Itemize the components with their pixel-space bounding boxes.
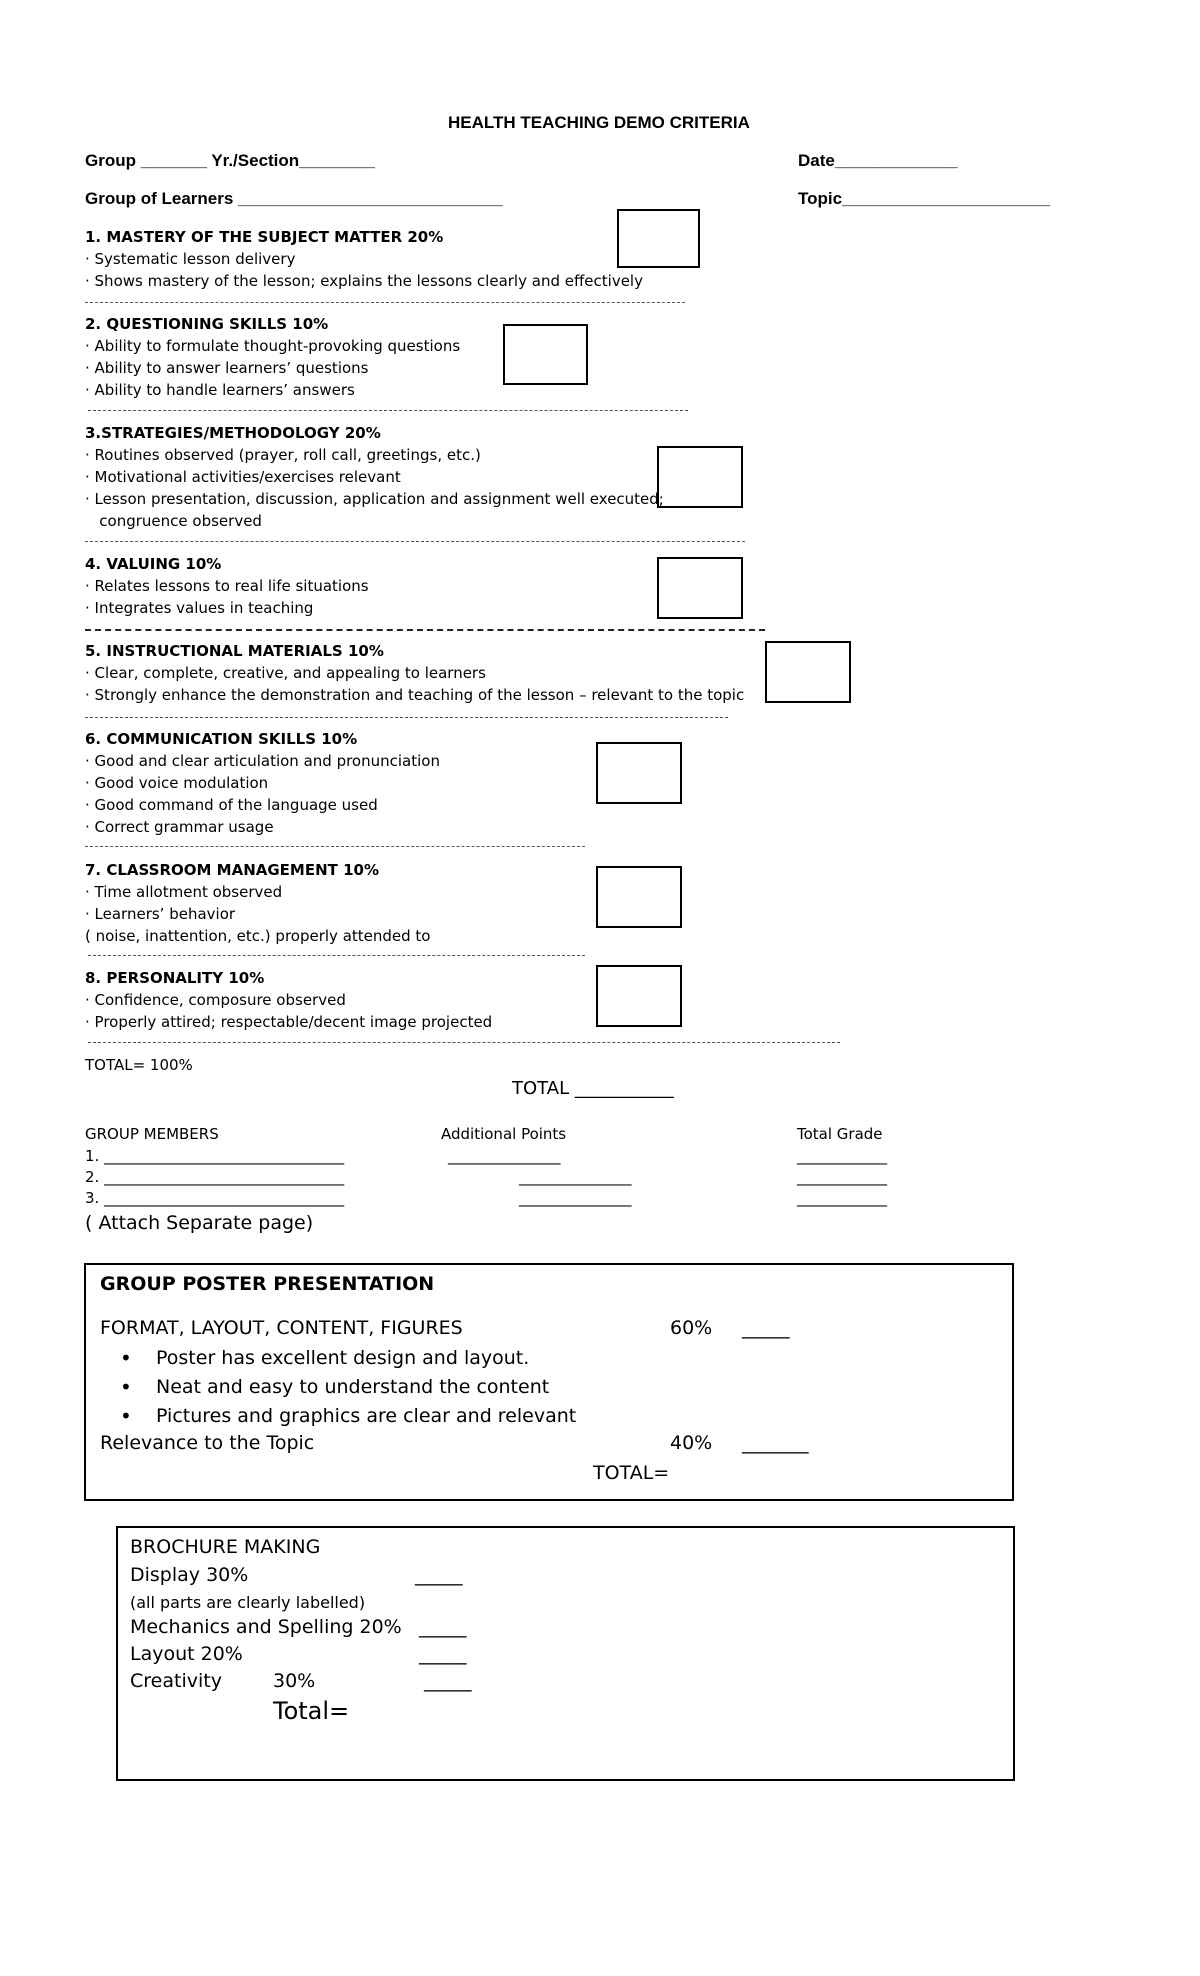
- score-box-1[interactable]: [617, 209, 700, 268]
- score-box-3[interactable]: [657, 446, 743, 508]
- brochure-title: BROCHURE MAKING: [130, 1536, 321, 1558]
- page-title: HEALTH TEACHING DEMO CRITERIA: [448, 113, 750, 132]
- members-header: GROUP MEMBERS: [85, 1125, 219, 1143]
- poster-relevance-label: Relevance to the Topic: [100, 1432, 315, 1454]
- divider: [88, 1042, 840, 1043]
- score-box-7[interactable]: [596, 866, 682, 928]
- member-name-field[interactable]: 1. ________________________________: [85, 1147, 345, 1165]
- score-box-8[interactable]: [596, 965, 682, 1027]
- poster-total[interactable]: TOTAL=: [593, 1462, 670, 1484]
- poster-format-pct: 60%: [670, 1317, 713, 1339]
- criterion-item: · Motivational activities/exercises relevant: [85, 468, 401, 486]
- criterion-item: · Good command of the language used: [85, 796, 378, 814]
- criterion-7: [85, 859, 430, 947]
- criterion-8: [85, 967, 492, 1033]
- brochure-section: [116, 1526, 1015, 1781]
- criterion-3: [85, 422, 664, 532]
- poster-bullet: • Neat and easy to understand the content: [86, 1373, 576, 1402]
- criterion-1: [85, 226, 643, 292]
- brochure-creativity-score[interactable]: _____: [424, 1670, 472, 1692]
- brochure-display: Display 30%: [130, 1564, 249, 1586]
- criterion-item: · Ability to answer learners’ questions: [85, 359, 369, 377]
- score-box-6[interactable]: [596, 742, 682, 804]
- brochure-display-note: (all parts are clearly labelled): [130, 1593, 366, 1612]
- criterion-item: · Ability to formulate thought-provoking questions: [85, 337, 461, 355]
- criterion-heading: 3.STRATEGIES/METHODOLOGY 20%: [85, 424, 381, 442]
- score-box-5[interactable]: [765, 641, 851, 703]
- divider: [88, 955, 585, 956]
- member-points-field[interactable]: _______________: [519, 1189, 632, 1207]
- points-header: Additional Points: [441, 1125, 567, 1143]
- criterion-item: · Ability to handle learners’ answers: [85, 381, 355, 399]
- learners-field[interactable]: Group of Learners ____________________________: [85, 189, 503, 208]
- brochure-mechanics-score[interactable]: _____: [419, 1616, 467, 1638]
- criterion-item: · Relates lessons to real life situations: [85, 577, 369, 595]
- poster-bullet: • Poster has excellent design and layout.: [86, 1344, 576, 1373]
- total-percent: TOTAL= 100%: [85, 1056, 193, 1074]
- criterion-heading: 6. COMMUNICATION SKILLS 10%: [85, 730, 358, 748]
- criterion-4: [85, 553, 369, 619]
- criterion-item: · Routines observed (prayer, roll call, greetings, etc.): [85, 446, 481, 464]
- criterion-heading: 8. PERSONALITY 10%: [85, 969, 265, 987]
- criterion-5: [85, 640, 744, 706]
- member-points-field[interactable]: _______________: [519, 1168, 632, 1186]
- member-grade-field[interactable]: ____________: [797, 1189, 887, 1207]
- brochure-mechanics: Mechanics and Spelling 20%: [130, 1616, 402, 1638]
- poster-criteria-list: [86, 1344, 576, 1431]
- score-box-4[interactable]: [657, 557, 743, 619]
- criterion-item: congruence observed: [85, 512, 262, 530]
- member-name-field[interactable]: 2. ________________________________: [85, 1168, 345, 1186]
- brochure-creativity-pct: 30%: [273, 1670, 316, 1692]
- divider: [85, 846, 585, 847]
- poster-format-label: FORMAT, LAYOUT, CONTENT, FIGURES: [100, 1317, 463, 1339]
- brochure-display-score[interactable]: _____: [415, 1564, 463, 1586]
- criterion-item: · Confidence, composure observed: [85, 991, 346, 1009]
- criterion-item: · Good and clear articulation and pronunciation: [85, 752, 440, 770]
- member-grade-field[interactable]: ____________: [797, 1168, 887, 1186]
- brochure-creativity: Creativity: [130, 1670, 222, 1692]
- criterion-item: · Correct grammar usage: [85, 818, 274, 836]
- divider: [85, 717, 728, 718]
- member-name-field[interactable]: 3. ________________________________: [85, 1189, 345, 1207]
- criterion-item: · Lesson presentation, discussion, application and assignment well executed;: [85, 490, 664, 508]
- criterion-item: · Integrates values in teaching: [85, 599, 314, 617]
- criterion-item: · Strongly enhance the demonstration and teaching of the lesson – relevant to the topic: [85, 686, 745, 704]
- criterion-2: [85, 313, 460, 401]
- divider: [85, 302, 685, 303]
- criterion-item: · Good voice modulation: [85, 774, 269, 792]
- attach-note: ( Attach Separate page): [85, 1212, 314, 1234]
- criterion-item: · Systematic lesson delivery: [85, 250, 296, 268]
- brochure-layout: Layout 20%: [130, 1643, 243, 1665]
- grade-header: Total Grade: [797, 1125, 883, 1143]
- poster-relevance-pct: 40%: [670, 1432, 713, 1454]
- brochure-total[interactable]: Total=: [273, 1697, 350, 1725]
- criterion-heading: 5. INSTRUCTIONAL MATERIALS 10%: [85, 642, 384, 660]
- score-box-2[interactable]: [503, 324, 588, 385]
- divider: [85, 541, 745, 542]
- criterion-heading: 2. QUESTIONING SKILLS 10%: [85, 315, 329, 333]
- criterion-heading: 7. CLASSROOM MANAGEMENT 10%: [85, 861, 380, 879]
- group-field[interactable]: Group _______ Yr./Section________: [85, 151, 375, 170]
- criterion-item: · Learners’ behavior: [85, 905, 236, 923]
- criterion-item: · Time allotment observed: [85, 883, 283, 901]
- criterion-item: · Clear, complete, creative, and appealing to learners: [85, 664, 486, 682]
- divider: [85, 629, 765, 631]
- topic-field[interactable]: Topic______________________: [798, 189, 1051, 208]
- criterion-item: ( noise, inattention, etc.) properly attended to: [85, 927, 431, 945]
- date-field[interactable]: Date_____________: [798, 151, 958, 170]
- member-points-field[interactable]: _______________: [448, 1147, 561, 1165]
- member-grade-field[interactable]: ____________: [797, 1147, 887, 1165]
- total-field[interactable]: TOTAL ___________: [512, 1078, 674, 1099]
- poster-title: GROUP POSTER PRESENTATION: [100, 1273, 435, 1295]
- poster-section: [84, 1263, 1014, 1501]
- criterion-item: · Properly attired; respectable/decent image projected: [85, 1013, 493, 1031]
- poster-relevance-score[interactable]: _______: [742, 1432, 809, 1454]
- brochure-layout-score[interactable]: _____: [419, 1643, 467, 1665]
- poster-format-score[interactable]: _____: [742, 1317, 790, 1339]
- criterion-heading: 4. VALUING 10%: [85, 555, 222, 573]
- criterion-heading: 1. MASTERY OF THE SUBJECT MATTER 20%: [85, 228, 444, 246]
- poster-bullet: • Pictures and graphics are clear and relevant: [86, 1402, 576, 1431]
- divider: [88, 410, 688, 411]
- criterion-item: · Shows mastery of the lesson; explains the lessons clearly and effectively: [85, 272, 643, 290]
- criterion-6: [85, 728, 440, 838]
